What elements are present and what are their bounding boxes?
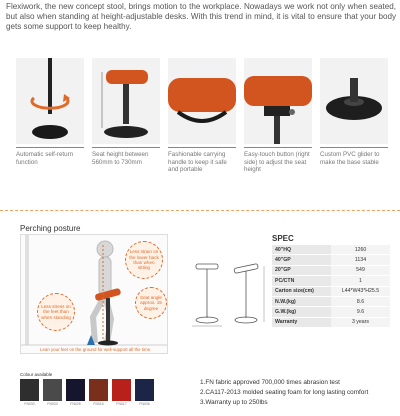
feature-strip <box>16 58 388 174</box>
swatch-chip <box>135 379 154 401</box>
section-divider <box>0 210 400 211</box>
photo-glider <box>320 58 388 144</box>
bubble-feet: Less stress on the feet than when standing <box>37 293 75 331</box>
spec-table <box>272 245 390 328</box>
photo-seat-height <box>92 58 160 144</box>
swatch-chip <box>20 379 39 401</box>
spec-row: PC/CTN 1 <box>272 276 390 286</box>
feature-self-return <box>16 58 84 174</box>
feature-seat-height <box>92 58 160 174</box>
spec-row: Carton size(cm) L44*W43*H25.5 <box>272 286 390 296</box>
photo-handle <box>168 58 236 144</box>
caption-self-return: Automatic self-return function <box>16 151 74 166</box>
feature-button <box>244 58 312 174</box>
feature-notes <box>200 378 368 408</box>
bubble-lower-back: Less strain on the lower back than when sitting <box>125 241 163 279</box>
caption-button: Easy-touch button (right side) to adjust the seat height <box>244 151 310 174</box>
photo-self-return <box>16 58 84 144</box>
colour-swatch: FN016 <box>89 379 108 406</box>
spec-row: Warranty 3 years <box>272 317 390 327</box>
spec-row: N.W.(kg) 8.6 <box>272 296 390 306</box>
caption-handle: Fashionable carrying handle to keep it safe and portable <box>168 151 227 174</box>
feature-glider <box>320 58 388 174</box>
perching-illustration <box>20 234 168 354</box>
bubble-seat-angle: Seat angle approx. 15 degree <box>135 287 167 319</box>
colour-swatch: FN030 <box>20 379 39 406</box>
spec-title: SPEC <box>272 234 294 243</box>
feature-handle <box>168 58 236 174</box>
caption-glider: Custom PVC glider to make the base stable <box>320 151 380 166</box>
spec-row: G.W.(kg) 9.6 <box>272 307 390 317</box>
perching-title: Perching posture <box>20 224 81 233</box>
note-abrasion: 1.FN fabric approved 700,000 times abrasion test <box>200 379 340 386</box>
spec-panel <box>272 234 390 328</box>
swatch-chip <box>66 379 85 401</box>
colour-label: Colour available <box>20 372 53 377</box>
spec-row: 20"GP 549 <box>272 265 390 275</box>
swatch-chip <box>43 379 62 401</box>
intro-text: Flexiwork, the new concept stool, brings motion to the workplace. Nowadays we work not only when seated, but also when standing at height-adjustable desks. With this trend in mind, it is vital to ensure that your body gets some support to keep healthy. <box>6 2 396 32</box>
dimension-drawing <box>190 258 270 330</box>
caption-seat-height: Seat height between 560mm to 730mm <box>92 151 149 166</box>
colour-swatch: FN025 <box>66 379 85 406</box>
colour-swatches <box>20 379 154 406</box>
photo-button <box>244 58 312 144</box>
colour-swatch: FN036 <box>135 379 154 406</box>
colour-swatch: FN017 <box>112 379 131 406</box>
colour-swatch: FN033 <box>43 379 62 406</box>
swatch-chip <box>89 379 108 401</box>
note-foam: 2.CA117-2013 molded seating foam for long lasting comfort <box>200 389 369 396</box>
spec-row: 40"HQ 1260 <box>272 245 390 255</box>
swatch-chip <box>112 379 131 401</box>
note-warranty: 3.Warranty up to 250lbs <box>200 399 268 406</box>
perching-footer: Lean your feet on the ground for well-support all the time. <box>40 347 152 352</box>
spec-row: 40"GP 1134 <box>272 255 390 265</box>
